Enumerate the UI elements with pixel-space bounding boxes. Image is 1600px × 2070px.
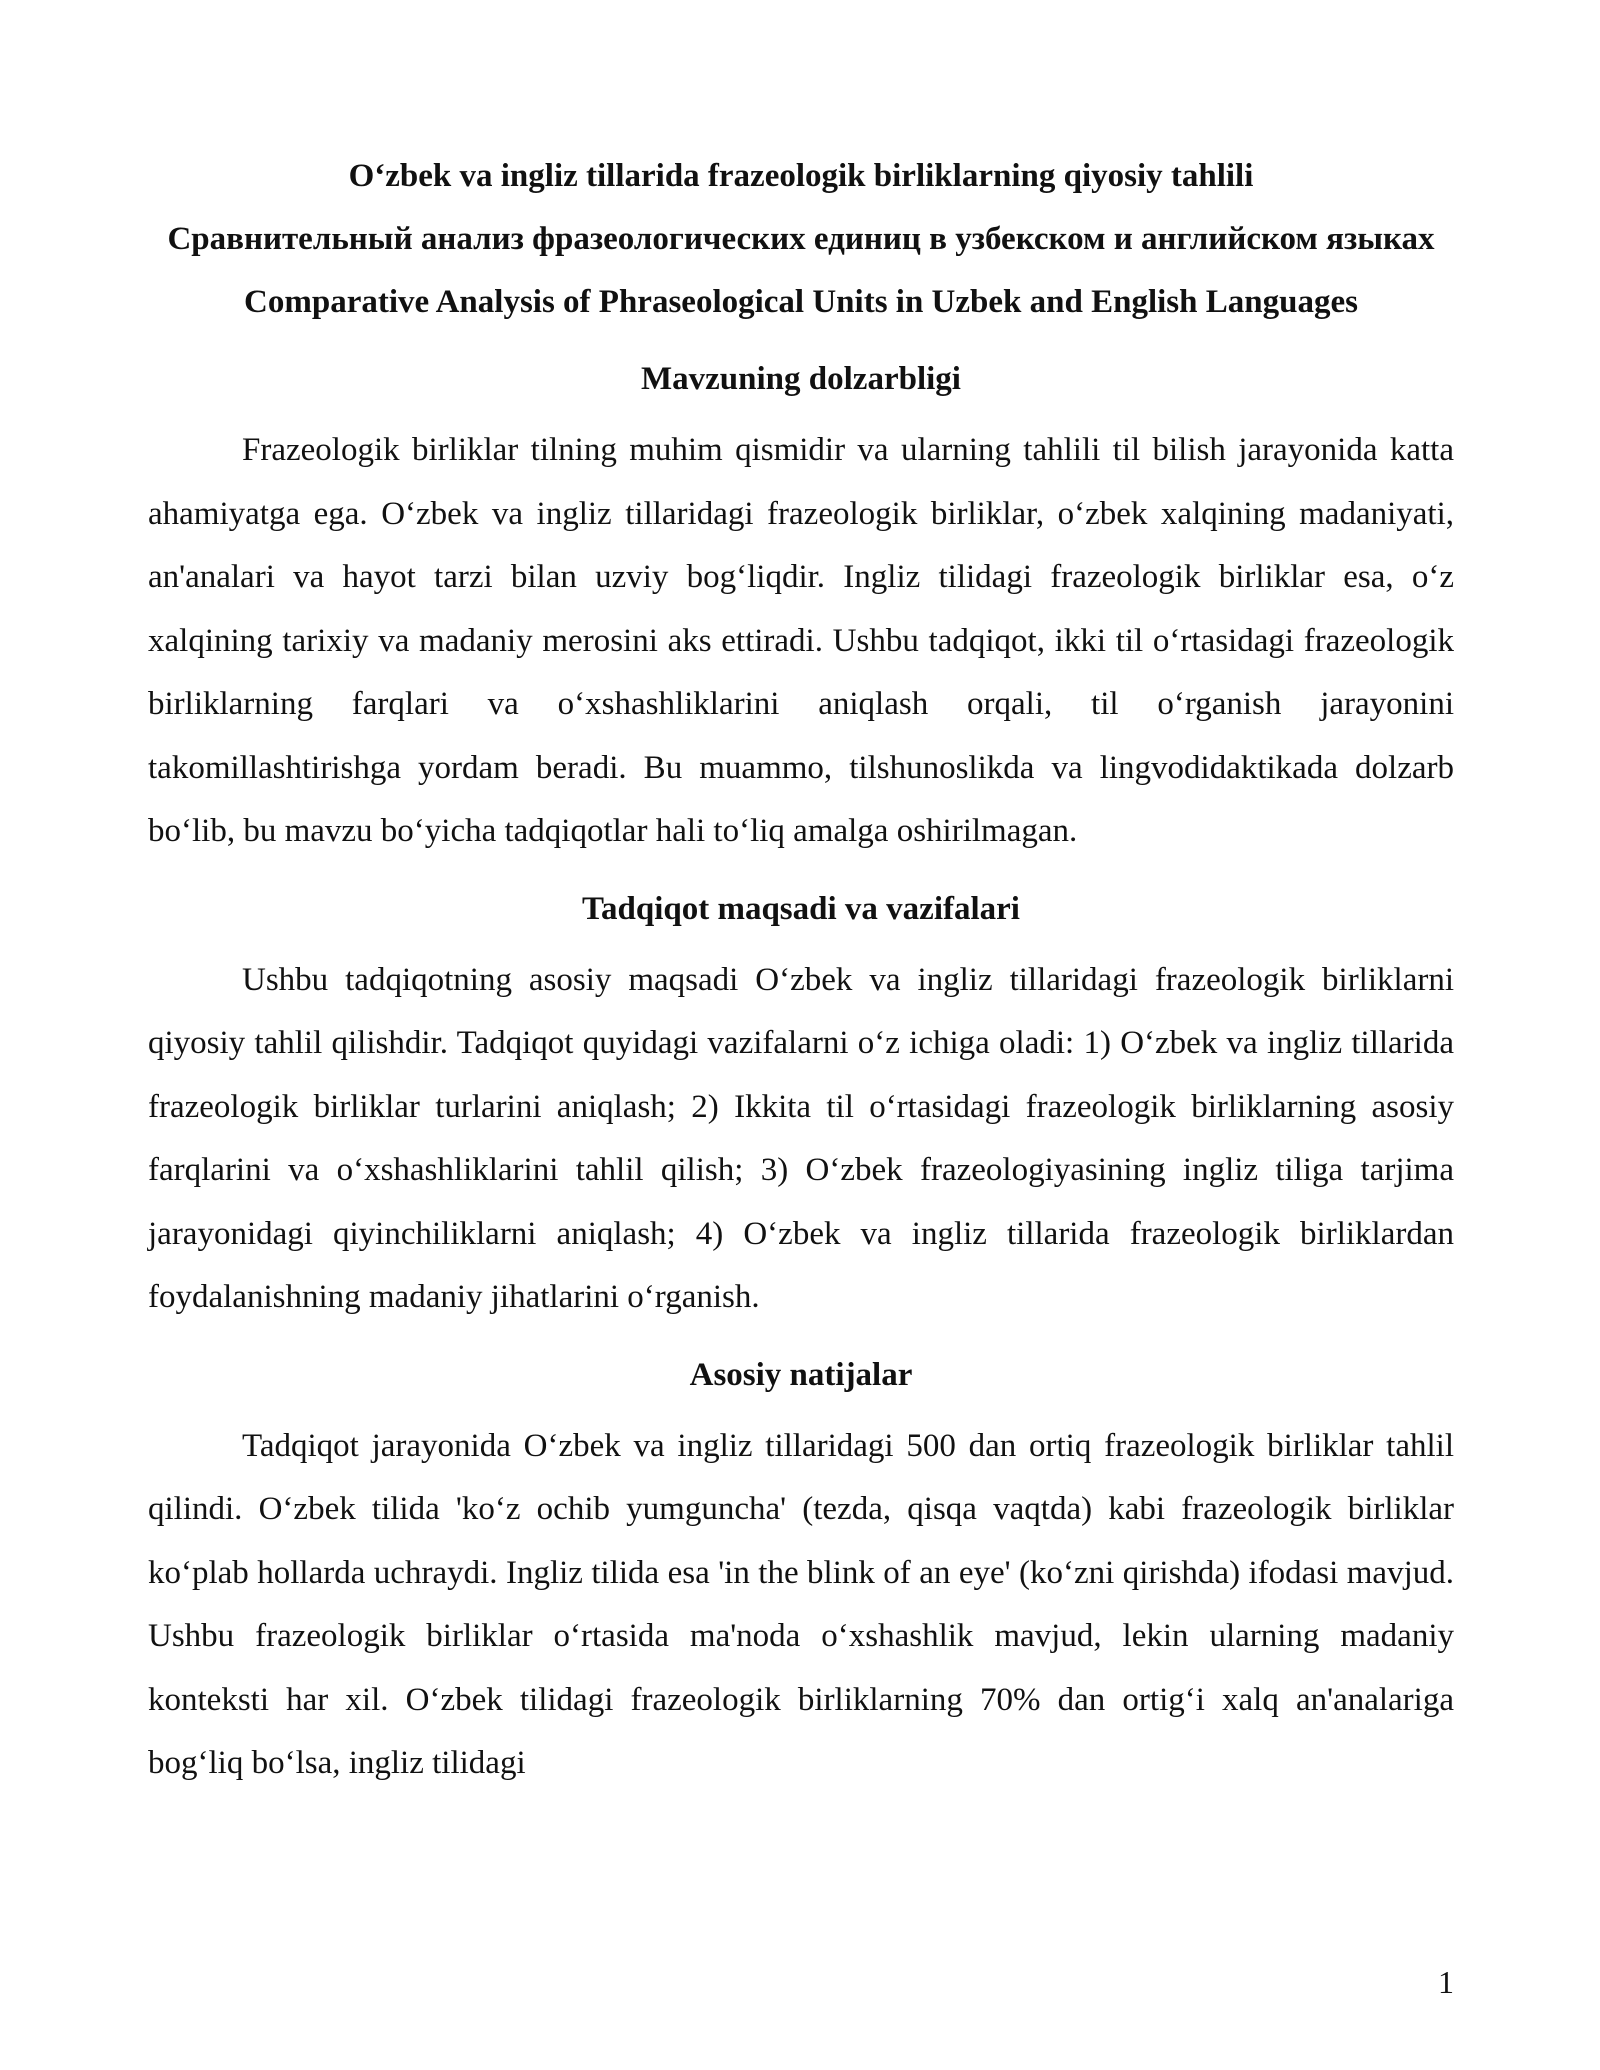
title-english: Comparative Analysis of Phraseological Units in Uzbek and English Languages xyxy=(244,284,1358,320)
section-paragraph-results: Tadqiqot jarayonida O‘zbek va ingliz tillaridagi 500 dan ortiq frazeologik birliklar tahlil qilindi. O‘zbek tilida 'ko‘z ochib yumguncha' (tezda, qisqa vaqtda) kabi frazeologik birliklar ko‘plab hollarda uchraydi. Ingliz tilida esa 'in the blink of an eye' (ko‘zni qirishda) ifodasi mavjud. Ushbu frazeologik birliklar o‘rtasida ma'noda o‘xshashlik mavjud, lekin ularning madaniy konteksti har xil. O‘zbek tilidagi frazeologik birliklarning 70% dan ortig‘i xalq an'analariga bog‘liq bo‘lsa, ingliz tilidagi xyxy=(148,1427,1454,1781)
section-paragraph-goals: Ushbu tadqiqotning asosiy maqsadi O‘zbek va ingliz tillaridagi frazeologik birliklarni qiyosiy tahlil qilishdir. Tadqiqot quyidagi vazifalarni o‘z ichiga oladi: 1) O‘zbek va ingliz tillarida frazeologik birliklar turlarini aniqlash; 2) Ikkita til o‘rtasidagi frazeologik birliklarning asosiy farqlarini va o‘xshashliklarini tahlil qilish; 3) O‘zbek frazeologiyasining ingliz tiliga tarjima jarayonidagi qiyinchiliklarni aniqlash; 4) O‘zbek va ingliz tillarida frazeologik birliklardan foydalanishning madaniy jihatlarini o‘rganish. xyxy=(148,961,1454,1315)
page-number: 1 xyxy=(1438,1964,1454,2000)
section-heading-results: Asosiy natijalar xyxy=(689,1356,913,1393)
section-heading-goals: Tadqiqot maqsadi va vazifalari xyxy=(582,890,1020,927)
title-russian: Сравнительный анализ фразеологических единиц в узбекском и английском языках xyxy=(167,221,1435,257)
section-heading-relevance: Mavzuning dolzarbligi xyxy=(641,361,961,397)
title-uzbek: O‘zbek va ingliz tillarida frazeologik birliklarning qiyosiy tahlili xyxy=(348,158,1254,194)
section-paragraph-relevance: Frazeologik birliklar tilning muhim qismidir va ularning tahlili til bilish jarayonida katta ahamiyatga ega. O‘zbek va ingliz tillaridagi frazeologik birliklar, o‘zbek xalqining madaniyati, an'analari va hayot tarzi bilan uzviy bog‘liqdir. Ingliz tilidagi frazeologik birliklar esa, o‘z xalqining tarixiy va madaniy merosini aks ettiradi. Ushbu tadqiqot, ikki til o‘rtasidagi frazeologik birliklarning farqlari va o‘xshashliklarini aniqlash orqali, til o‘rganish jarayonini takomillashtirishga yordam beradi. Bu muammo, tilshunoslikda va lingvodidaktikada dolzarb bo‘lib, bu mavzu bo‘yicha tadqiqotlar hali to‘liq amalga oshirilmagan. xyxy=(148,432,1454,849)
document-page xyxy=(148,145,1454,1796)
